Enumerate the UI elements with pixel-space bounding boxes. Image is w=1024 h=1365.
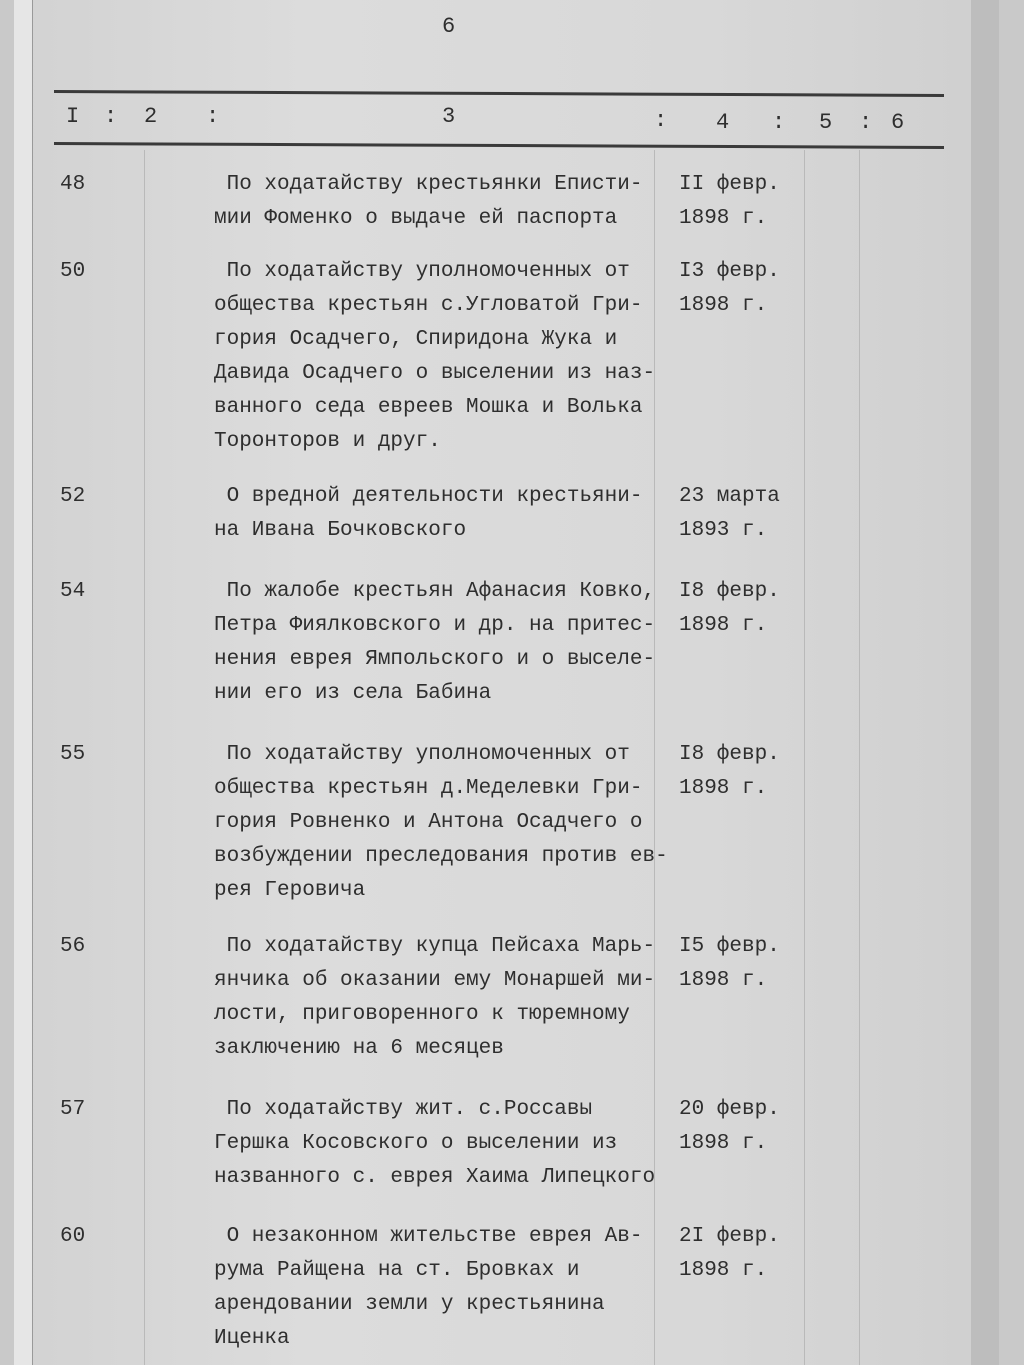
date-line: I8 февр. bbox=[679, 743, 780, 766]
description-line: названного с. еврея Хаима Липецкого bbox=[214, 1166, 656, 1189]
date-line: I5 февр. bbox=[679, 935, 780, 958]
description-line: общества крестьян с.Угловатой Гри- bbox=[214, 294, 643, 317]
description-line: Торонторов и друг. bbox=[214, 430, 441, 453]
column-divider bbox=[144, 150, 145, 1365]
description-line: арендовании земли у крестьянина bbox=[214, 1293, 605, 1316]
description-line: янчика об оказании ему Монаршей ми- bbox=[214, 969, 656, 992]
description-line: О вредной деятельности крестьяни- bbox=[214, 485, 643, 508]
description-line: Петра Фиялковского и др. на притес- bbox=[214, 614, 656, 637]
entry-number: 50 bbox=[60, 260, 86, 283]
entry-description bbox=[214, 575, 655, 711]
date-line: II февр. bbox=[679, 173, 780, 196]
page-shadow bbox=[971, 0, 999, 1365]
description-line: нии его из села Бабина bbox=[214, 682, 492, 705]
column-header-3: 3 bbox=[442, 104, 456, 129]
entry-date bbox=[679, 255, 780, 323]
header-bottom-rule bbox=[54, 142, 944, 149]
entry-description bbox=[214, 930, 655, 1066]
page-number: 6 bbox=[442, 14, 456, 39]
entry-number: 52 bbox=[60, 485, 86, 508]
entry-number: 54 bbox=[60, 580, 86, 603]
date-line: 1898 г. bbox=[679, 207, 768, 230]
description-line: гория Осадчего, Спиридона Жука и bbox=[214, 328, 618, 351]
description-line: По ходатайству жит. с.Россавы bbox=[214, 1098, 593, 1121]
description-line: По жалобе крестьян Афанасия Ковко, bbox=[214, 580, 656, 603]
entry-number: 60 bbox=[60, 1225, 86, 1248]
date-line: 1898 г. bbox=[679, 1132, 768, 1155]
column-header-1: I bbox=[66, 104, 80, 129]
description-line: рума Райщена на ст. Бровках и bbox=[214, 1259, 580, 1282]
entry-description bbox=[214, 1093, 655, 1195]
column-header-6: 6 bbox=[891, 110, 905, 135]
date-line: 23 марта bbox=[679, 485, 780, 508]
description-line: возбуждении преследования против ев- bbox=[214, 845, 668, 868]
description-line: нения еврея Ямпольского и о выселе- bbox=[214, 648, 656, 671]
description-line: По ходатайству крестьянки Еписти- bbox=[214, 173, 643, 196]
description-line: ванного седа евреев Мошка и Волька bbox=[214, 396, 643, 419]
description-line: гория Ровненко и Антона Осадчего о bbox=[214, 811, 643, 834]
column-divider bbox=[859, 150, 860, 1365]
entry-description bbox=[214, 255, 655, 459]
date-line: 1898 г. bbox=[679, 777, 768, 800]
entry-date bbox=[679, 1220, 780, 1288]
column-separator: : bbox=[104, 104, 118, 129]
description-line: По ходатайству уполномоченных от bbox=[214, 743, 630, 766]
column-divider bbox=[804, 150, 805, 1365]
header-top-rule bbox=[54, 90, 944, 97]
description-line: Иценка bbox=[214, 1327, 290, 1350]
entry-date bbox=[679, 1093, 780, 1161]
description-line: на Ивана Бочковского bbox=[214, 519, 467, 542]
entry-date bbox=[679, 575, 780, 643]
column-separator: : bbox=[206, 104, 220, 129]
entry-number: 55 bbox=[60, 743, 86, 766]
entry-number: 56 bbox=[60, 935, 86, 958]
date-line: I8 февр. bbox=[679, 580, 780, 603]
date-line: 1898 г. bbox=[679, 969, 768, 992]
description-line: Давида Осадчего о выселении из наз- bbox=[214, 362, 656, 385]
description-line: рея Геровича bbox=[214, 879, 366, 902]
description-line: мии Фоменко о выдаче ей паспорта bbox=[214, 207, 618, 230]
entry-number: 48 bbox=[60, 173, 86, 196]
date-line: 1898 г. bbox=[679, 1259, 768, 1282]
description-line: общества крестьян д.Меделевки Гри- bbox=[214, 777, 643, 800]
description-line: По ходатайству купца Пейсаха Марь- bbox=[214, 935, 656, 958]
entry-description bbox=[214, 738, 668, 908]
entry-description bbox=[214, 480, 642, 548]
date-line: 1893 г. bbox=[679, 519, 768, 542]
date-line: 2I февр. bbox=[679, 1225, 780, 1248]
document-page bbox=[14, 0, 999, 1365]
entry-number: 57 bbox=[60, 1098, 86, 1121]
column-separator: : bbox=[654, 108, 668, 133]
date-line: I3 февр. bbox=[679, 260, 780, 283]
entry-date bbox=[679, 738, 780, 806]
date-line: 1898 г. bbox=[679, 294, 768, 317]
description-line: По ходатайству уполномоченных от bbox=[214, 260, 630, 283]
column-header-5: 5 bbox=[819, 110, 833, 135]
description-line: Гершка Косовского о выселении из bbox=[214, 1132, 618, 1155]
column-header-4: 4 bbox=[716, 110, 730, 135]
binding-edge bbox=[14, 0, 33, 1365]
entry-description bbox=[214, 1220, 642, 1356]
date-line: 20 февр. bbox=[679, 1098, 780, 1121]
column-separator: : bbox=[772, 110, 786, 135]
date-line: 1898 г. bbox=[679, 614, 768, 637]
entry-date bbox=[679, 930, 780, 998]
entry-date bbox=[679, 480, 780, 548]
description-line: лости, приговоренного к тюремному bbox=[214, 1003, 630, 1026]
column-separator: : bbox=[859, 110, 873, 135]
column-header-2: 2 bbox=[144, 104, 158, 129]
description-line: О незаконном жительстве еврея Ав- bbox=[214, 1225, 643, 1248]
entry-date bbox=[679, 168, 780, 236]
description-line: заключению на 6 месяцев bbox=[214, 1037, 504, 1060]
entry-description bbox=[214, 168, 642, 236]
